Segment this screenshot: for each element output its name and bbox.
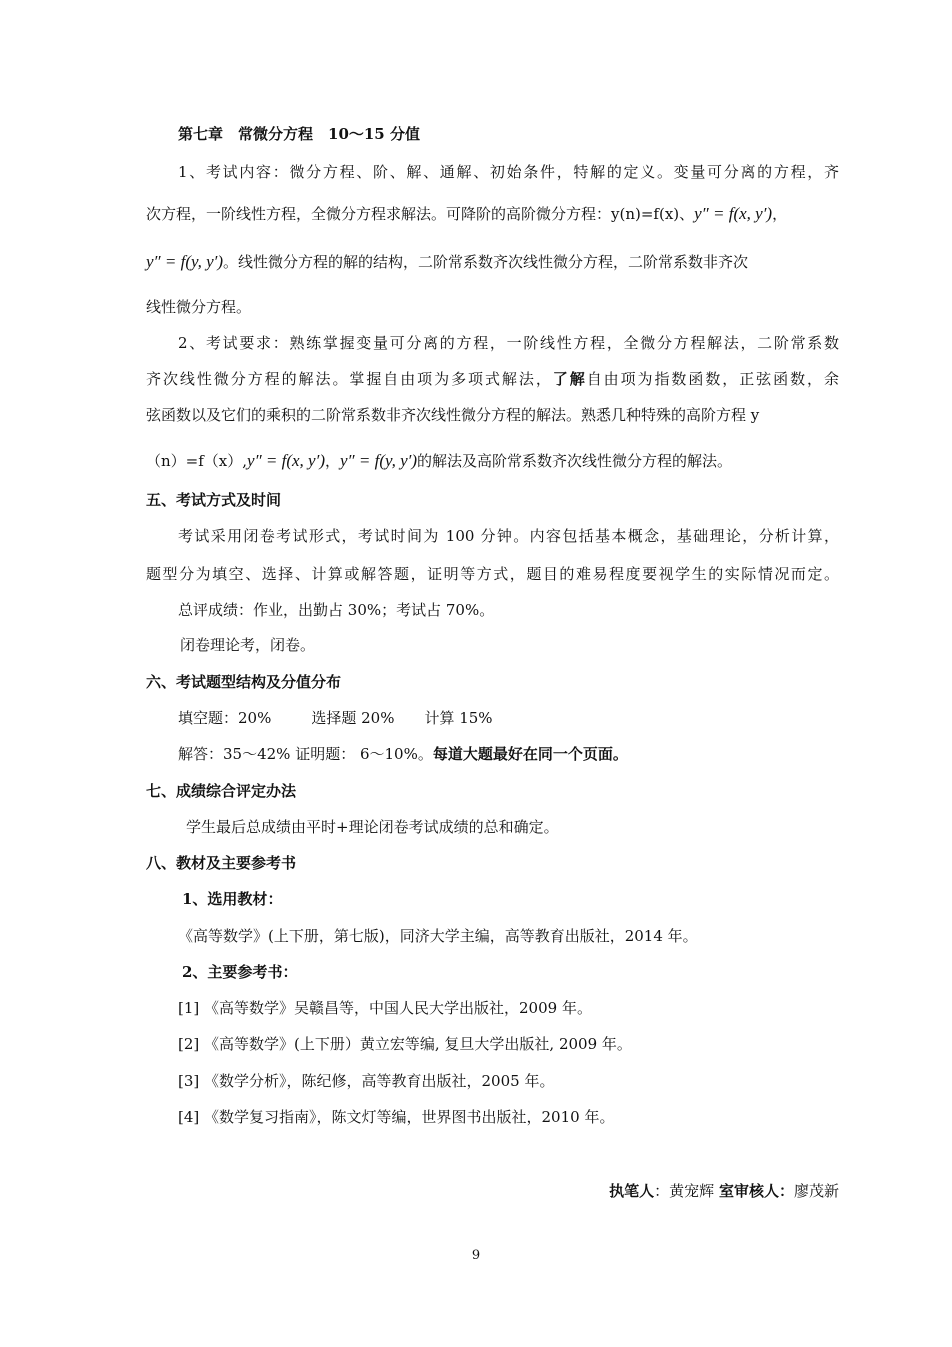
- writer-label: 执笔人: [609, 1182, 655, 1200]
- reviewer-label: 室审核人：: [718, 1182, 794, 1200]
- calc-share: 计算 15%: [424, 709, 493, 727]
- section5-heading: 五、考试方式及时间: [146, 491, 282, 509]
- req-sep: ，: [324, 452, 340, 470]
- content-line-2: [146, 204, 787, 224]
- section5-line-4: 闭卷理论考，闭卷。: [180, 636, 316, 654]
- content-line-3: [146, 252, 748, 272]
- section5-line-3: 总评成绩：作业，出勤占 30%；考试占 70%。: [178, 601, 495, 619]
- chapter-title: 第七章 常微分方程 10～15 分值: [178, 125, 420, 143]
- req-formula-2: y″ = f(y, y′): [340, 451, 418, 470]
- comma: ，: [772, 205, 788, 223]
- section5-line-2: 题型分为填空、选择、计算或解答题，证明等方式，题目的难易程度要视学生的实际情况而定。: [146, 565, 839, 583]
- reference-item: [4] 《数学复习指南》，陈文灯等编，世界图书出版社，2010 年。: [178, 1108, 615, 1126]
- reference-item: [2] 《高等数学》(上下册）黄立宏等编, 复旦大学出版社, 2009 年。: [178, 1035, 632, 1053]
- reference-item: [1] 《高等数学》吴赣昌等，中国人民大学出版社，2009 年。: [178, 999, 592, 1017]
- content-line-4: 线性微分方程。: [146, 298, 252, 316]
- references-subheading: 2、主要参考书：: [182, 963, 298, 981]
- req-line-2b: 自由项为指数函数，正弦函数，余: [586, 370, 839, 388]
- reviewer-name: 廖茂新: [793, 1182, 839, 1200]
- answer-proof-share: 解答：35～42% 证明题： 6～10%。: [178, 745, 433, 763]
- req-comma: ,: [242, 452, 248, 470]
- req-line-2a: 齐次线性微分方程的解法。掌握自由项为多项式解法，: [146, 370, 553, 388]
- section7-heading: 七、成绩综合评定办法: [146, 782, 297, 800]
- req-line-4a: （n）=f（x）: [146, 452, 243, 470]
- content-line-2-text: 次方程，一阶线性方程，全微分方程求解法。可降阶的高阶微分方程：y(n)=f(x)、: [146, 205, 695, 223]
- formula-yxy: y″ = f(x, y′): [694, 204, 773, 223]
- content-line-3-text: 。线性微分方程的解的结构，二阶常系数齐次线性微分方程，二阶常系数非齐次: [223, 253, 749, 271]
- reference-item: [3] 《数学分析》，陈纪修，高等教育出版社，2005 年。: [178, 1072, 555, 1090]
- section6-line-1: [178, 708, 493, 728]
- signature-line: [609, 1181, 839, 1201]
- page-note: 每道大题最好在同一个页面。: [432, 745, 628, 763]
- section7-line: 学生最后总成绩由平时+理论闭卷考试成绩的总和确定。: [186, 818, 559, 836]
- page-number: 9: [471, 1248, 481, 1263]
- choice-share: 选择题 20%: [311, 709, 395, 727]
- fill-blank-share: 填空题：20%: [178, 709, 272, 727]
- content-line-1: 1、考试内容：微分方程、阶、解、通解、初始条件，特解的定义。变量可分离的方程，齐: [178, 163, 839, 181]
- req-line-4b: 的解法及高阶常系数齐次线性微分方程的解法。: [417, 452, 733, 470]
- section6-heading: 六、考试题型结构及分值分布: [146, 673, 342, 691]
- section6-line-2: [178, 744, 628, 764]
- section5-line-1: 考试采用闭卷考试形式，考试时间为 100 分钟。内容包括基本概念，基础理论，分析计算，: [178, 527, 839, 545]
- section8-heading: 八、教材及主要参考书: [146, 854, 297, 872]
- req-bold-understand: 了解: [552, 370, 587, 388]
- textbook-entry: 《高等数学》(上下册，第七版)，同济大学主编，高等教育出版社，2014 年。: [178, 927, 698, 945]
- textbook-subheading: 1、选用教材：: [182, 890, 283, 908]
- writer-name: ：黄宠辉: [654, 1182, 715, 1200]
- req-line-2: [146, 369, 839, 389]
- req-line-4: [146, 451, 732, 471]
- formula-yyy: y″ = f(y, y′): [146, 252, 224, 271]
- req-formula-1: y″ = f(x, y′): [247, 451, 325, 470]
- req-line-1: 2、考试要求：熟练掌握变量可分离的方程，一阶线性方程，全微分方程解法，二阶常系数: [178, 334, 839, 352]
- req-line-3: 弦函数以及它们的乘积的二阶常系数非齐次线性微分方程的解法。熟悉几种特殊的高阶方程 y: [146, 406, 760, 424]
